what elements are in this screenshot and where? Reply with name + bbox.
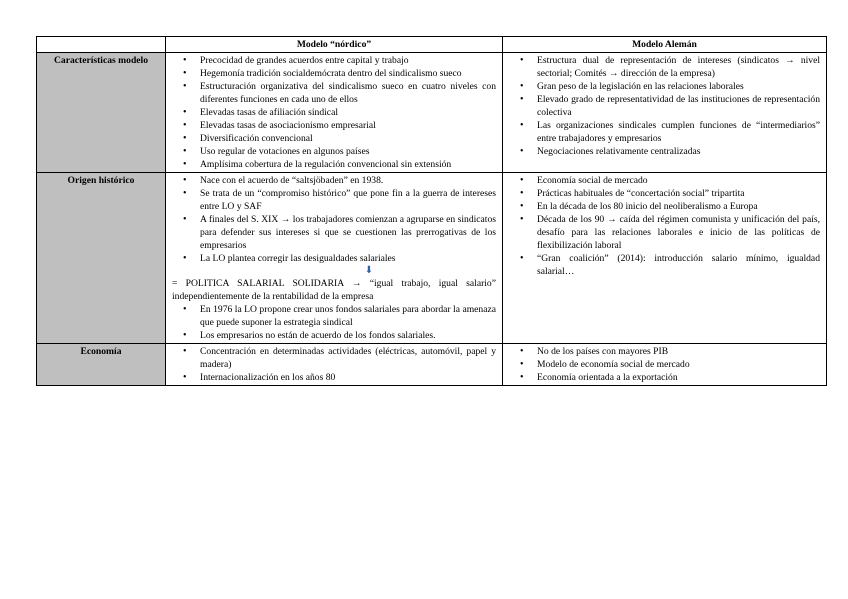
bullet-list [172,174,496,265]
list-item: • Prácticas habituales de “concertación social” tripartita [537,187,820,200]
list-item: • Elevadas tasas de afiliación sindical [200,106,496,119]
header-row [37,37,827,53]
list-item: • “Gran coalición” (2014): introducción salario mínimo, igualdad salarial… [537,252,820,278]
list-item: • Diversificación convencional [200,132,496,145]
list-item: • Los empresarios no están de acuerdo de los fondos salariales. [200,329,496,342]
list-item: • En la década de los 80 inicio del neoliberalismo a Europa [537,200,820,213]
row-label-economia: Economía [37,344,166,386]
cell-origen-nordico [166,173,503,344]
bullet-list [172,345,496,384]
list-item: • Precocidad de grandes acuerdos entre capital y trabajo [200,54,496,67]
bullet-list [172,54,496,171]
list-item: • Nace con el acuerdo de “saltsjöbaden” en 1938. [200,174,496,187]
list-item: • Década de los 90 → caída del régimen comunista y unificación del país, desafío para las relaciones laborales e inicio de las políticas de flexibilización laboral [537,213,820,252]
cell-caracteristicas-nordico [166,53,503,173]
list-item: • Las organizaciones sindicales cumplen funciones de “intermediarios” entre trabajadores y empresarios [537,119,820,145]
list-item: • Economía social de mercado [537,174,820,187]
list-item: • Uso regular de votaciones en algunos países [200,145,496,158]
list-item: • Amplísima cobertura de la regulación convencional sin extensión [200,158,496,171]
bullet-list [509,54,820,158]
list-item: • Elevado grado de representatividad de las instituciones de representación colectiva [537,93,820,119]
list-item: • Internacionalización en los años 80 [200,371,496,384]
list-item: • Elevadas tasas de asociacionismo empresarial [200,119,496,132]
bullet-list [172,303,496,342]
header-nordico: Modelo “nórdico” [166,37,503,53]
cell-economia-nordico [166,344,503,386]
cell-caracteristicas-aleman [503,53,827,173]
cell-origen-aleman [503,173,827,344]
cell-economia-aleman [503,344,827,386]
row-caracteristicas [37,53,827,173]
list-item: • La LO plantea corregir las desigualdades salariales [200,252,496,265]
list-item: • Hegemonía tradición socialdemócrata dentro del sindicalismo sueco [200,67,496,80]
arrow-down-icon: ⬇ [364,265,374,276]
row-label-caracteristicas: Características modelo [37,53,166,173]
list-item: • Negociaciones relativamente centralizadas [537,145,820,158]
list-item: • Se trata de un “compromiso histórico” que pone fin a la guerra de intereses entre LO y SAF [200,187,496,213]
header-aleman: Modelo Alemán [503,37,827,53]
header-empty-cell [37,37,166,53]
policy-statement: = POLITICA SALARIAL SOLIDARIA → “igual trabajo, igual salario” independientemente de la rentabilidad de la empresa [172,278,496,302]
bullet-list [509,174,820,278]
row-economia [37,344,827,386]
list-item: • A finales del S. XIX → los trabajadores comienzan a agruparse en sindicatos para defender sus intereses si que se cuestionen las prerrogativas de los empresarios [200,213,496,252]
row-origen [37,173,827,344]
list-item: • Concentración en determinadas actividades (eléctricas, automóvil, papel y madera) [200,345,496,371]
row-label-origen: Origen histórico [37,173,166,344]
list-item: • Modelo de economía social de mercado [537,358,820,371]
list-item: • Gran peso de la legislación en las relaciones laborales [537,80,820,93]
list-item: • No de los países con mayores PIB [537,345,820,358]
list-item: • Estructuración organizativa del sindicalismo sueco en cuatro niveles con diferentes funciones en cada uno de ellos [200,80,496,106]
comparison-table [36,36,827,386]
list-item: • Economía orientada a la exportación [537,371,820,384]
bullet-list [509,345,820,384]
list-item: • Estructura dual de representación de intereses (sindicatos → nivel sectorial; Comités → dirección de la empresa) [537,54,820,80]
list-item: • En 1976 la LO propone crear unos fondos salariales para abordar la amenaza que puede suponer la estrategia sindical [200,303,496,329]
